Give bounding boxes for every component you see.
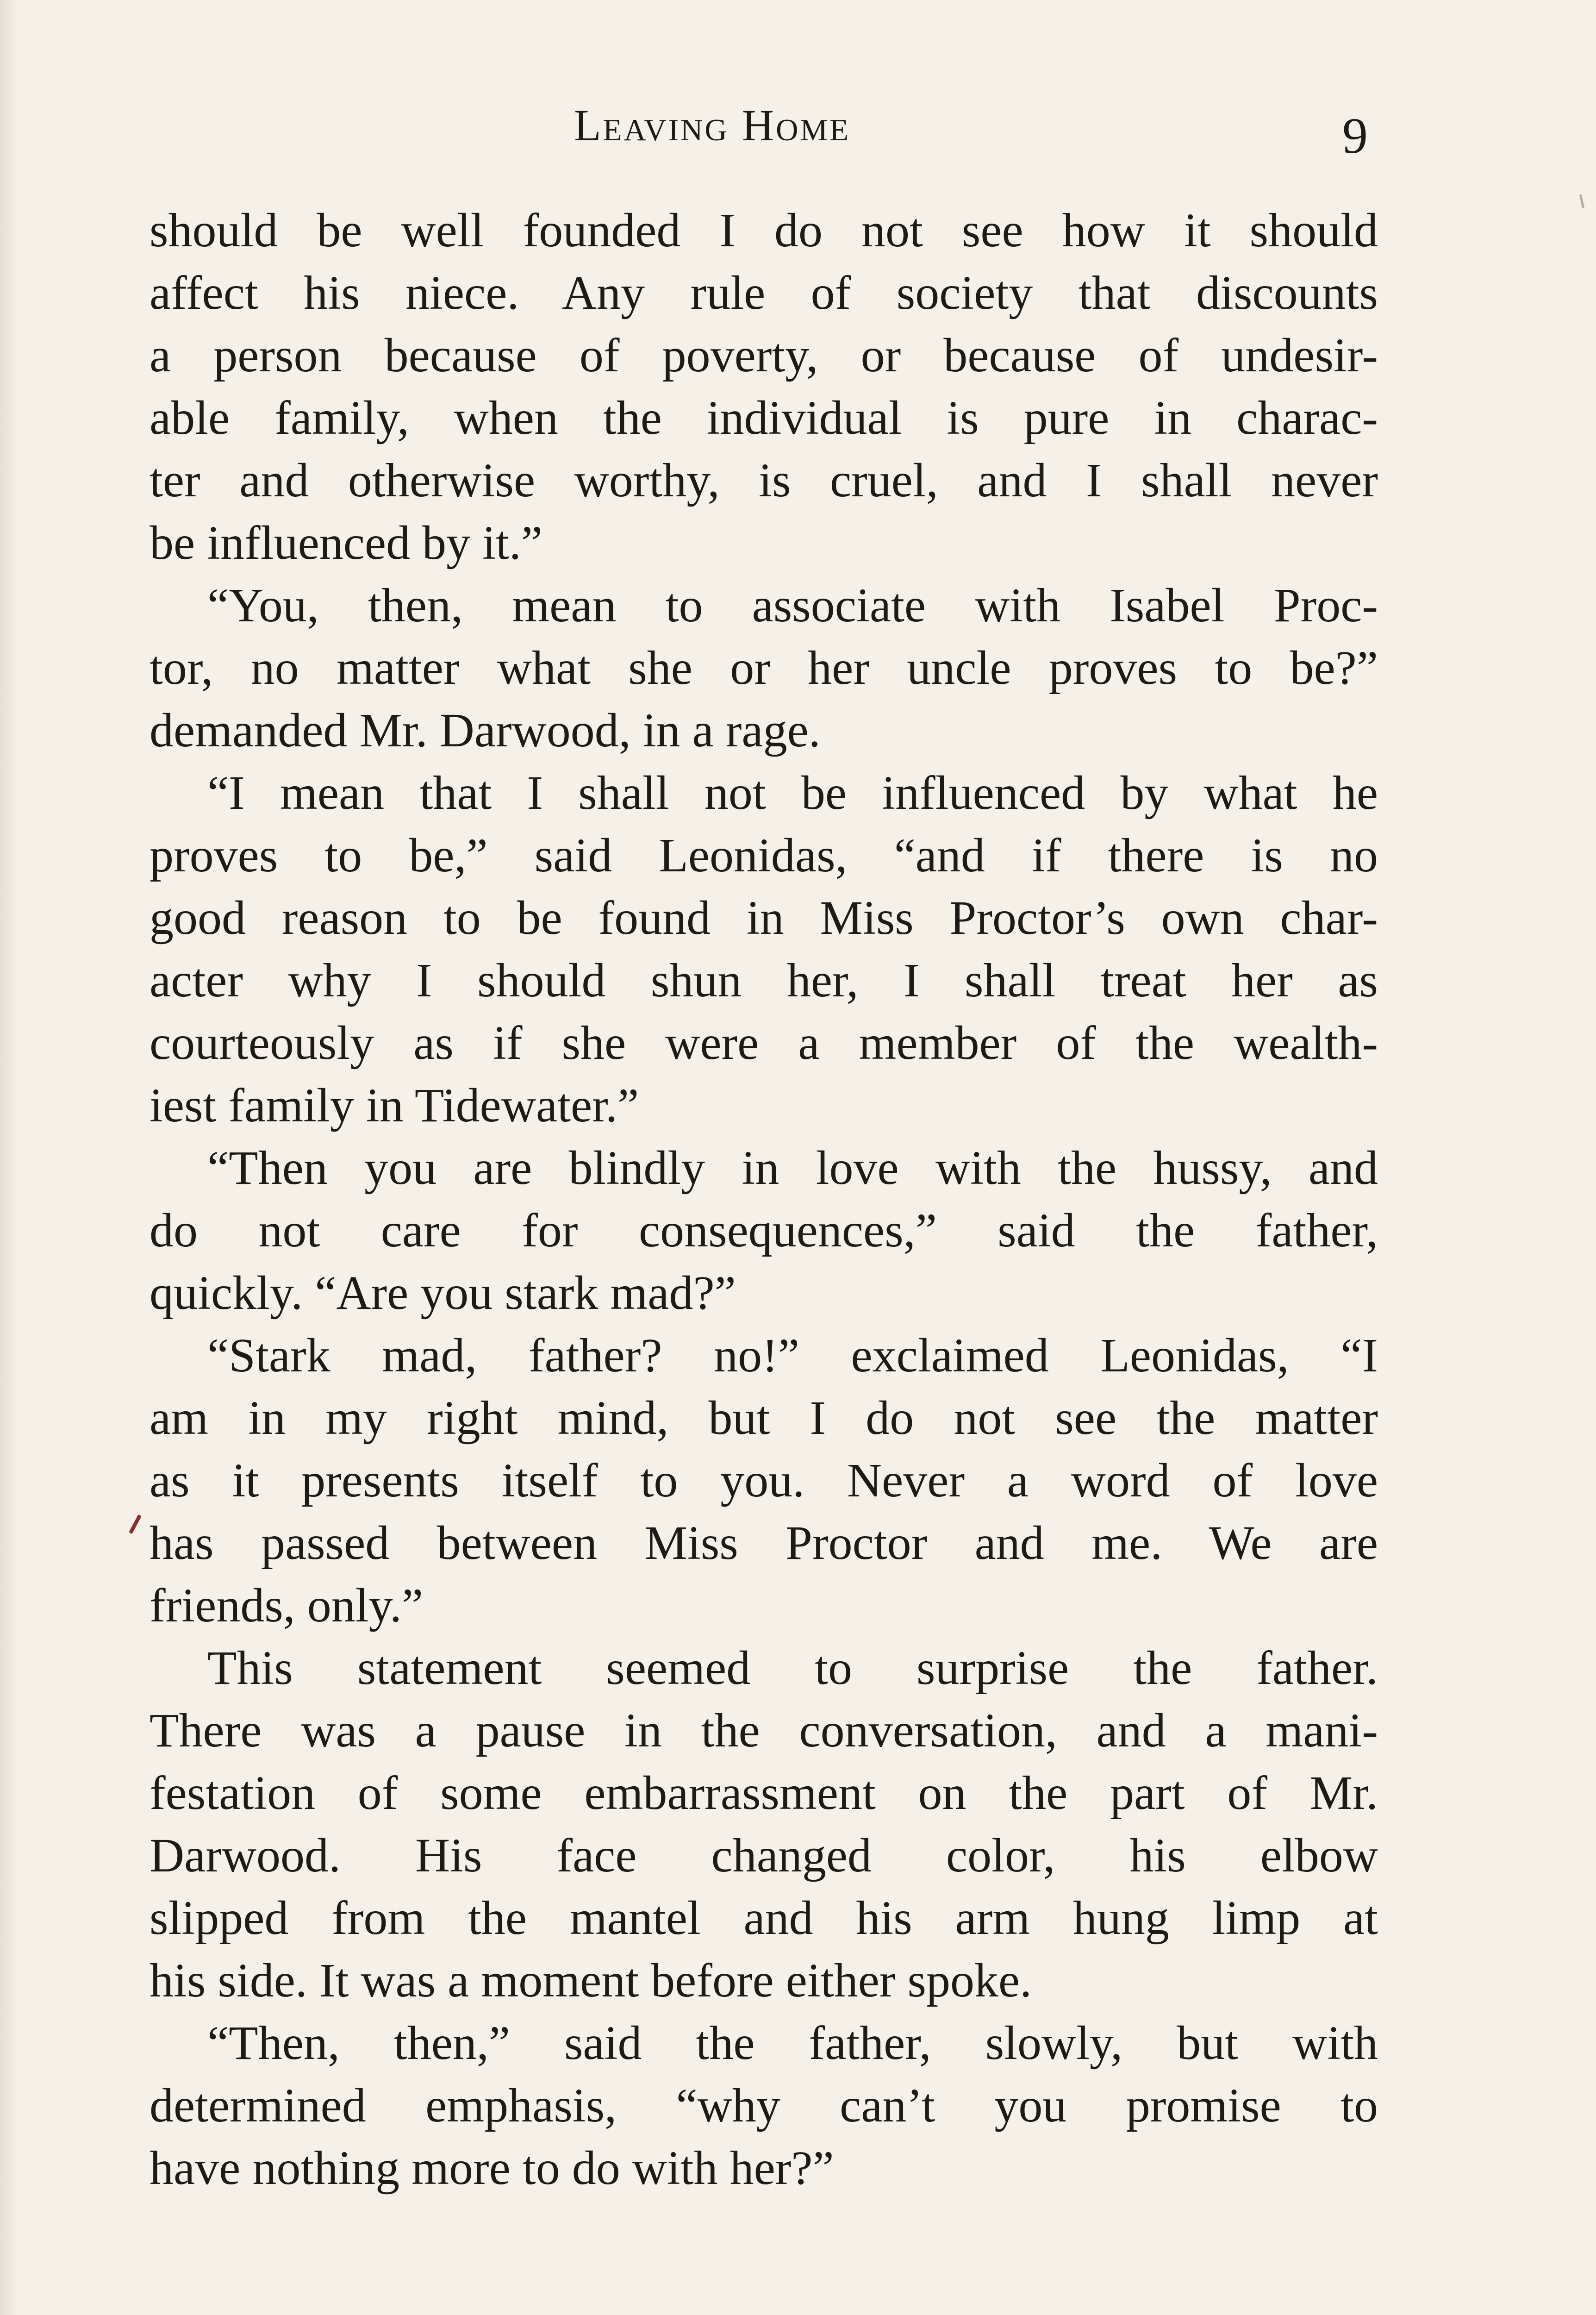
text-line: “Stark mad, father? no!” exclaimed Leonidas, “I (207, 1329, 1378, 1382)
text-line: acter why I should shun her, I shall treat her as (150, 954, 1378, 1007)
text-line: “You, then, mean to associate with Isabel Proc- (207, 579, 1378, 632)
margin-mark-right (1579, 194, 1584, 208)
text-line: good reason to be found in Miss Proctor’s own char- (150, 891, 1378, 945)
text-line: demanded Mr. Darwood, in a rage. (150, 704, 821, 757)
running-head: Leaving Home (574, 100, 850, 150)
text-line: do not care for consequences,” said the father, (150, 1204, 1378, 1257)
text-line: proves to be,” said Leonidas, “and if there is no (150, 829, 1378, 882)
text-line: has passed between Miss Proctor and me. We are (150, 1516, 1378, 1570)
text-line: “Then you are blindly in love with the hussy, and (207, 1141, 1378, 1195)
page-edge-shadow (0, 0, 19, 2315)
text-line: able family, when the individual is pure in charac- (150, 391, 1378, 444)
text-line: friends, only.” (150, 1579, 424, 1632)
text-line: “I mean that I shall not be influenced by what he (207, 766, 1378, 820)
body-text (150, 199, 1378, 2199)
text-line: slipped from the mantel and his arm hung limp at (150, 1891, 1378, 1945)
text-line: am in my right mind, but I do not see the matter (150, 1391, 1378, 1445)
text-line: This statement seemed to surprise the father. (207, 1641, 1378, 1695)
text-line: courteously as if she were a member of the wealth- (150, 1016, 1378, 1070)
text-line: “Then, then,” said the father, slowly, but with (207, 2016, 1378, 2070)
text-line: ter and otherwise worthy, is cruel, and I shall never (150, 454, 1378, 507)
text-line: should be well founded I do not see how it should (150, 204, 1378, 257)
text-line: quickly. “Are you stark mad?” (150, 1266, 736, 1320)
text-line: festation of some embarrassment on the part of Mr. (150, 1766, 1378, 1820)
text-line: a person because of poverty, or because of undesir- (150, 329, 1378, 382)
page-number: 9 (1342, 107, 1368, 164)
text-line: have nothing more to do with her?” (150, 2141, 834, 2195)
text-line: affect his niece. Any rule of society that discounts (150, 266, 1378, 319)
margin-pencil-mark (129, 1514, 142, 1534)
text-line: tor, no matter what she or her uncle proves to be?” (150, 641, 1378, 694)
text-line: Darwood. His face changed color, his elbow (150, 1829, 1378, 1882)
text-line: determined emphasis, “why can’t you promise to (150, 2079, 1378, 2132)
text-line: his side. It was a moment before either spoke. (150, 1954, 1032, 2007)
text-line: iest family in Tidewater.” (150, 1079, 639, 1132)
text-line: be influenced by it.” (150, 516, 543, 569)
text-line: as it presents itself to you. Never a word of love (150, 1454, 1378, 1507)
text-line: There was a pause in the conversation, and a mani- (150, 1704, 1378, 1757)
